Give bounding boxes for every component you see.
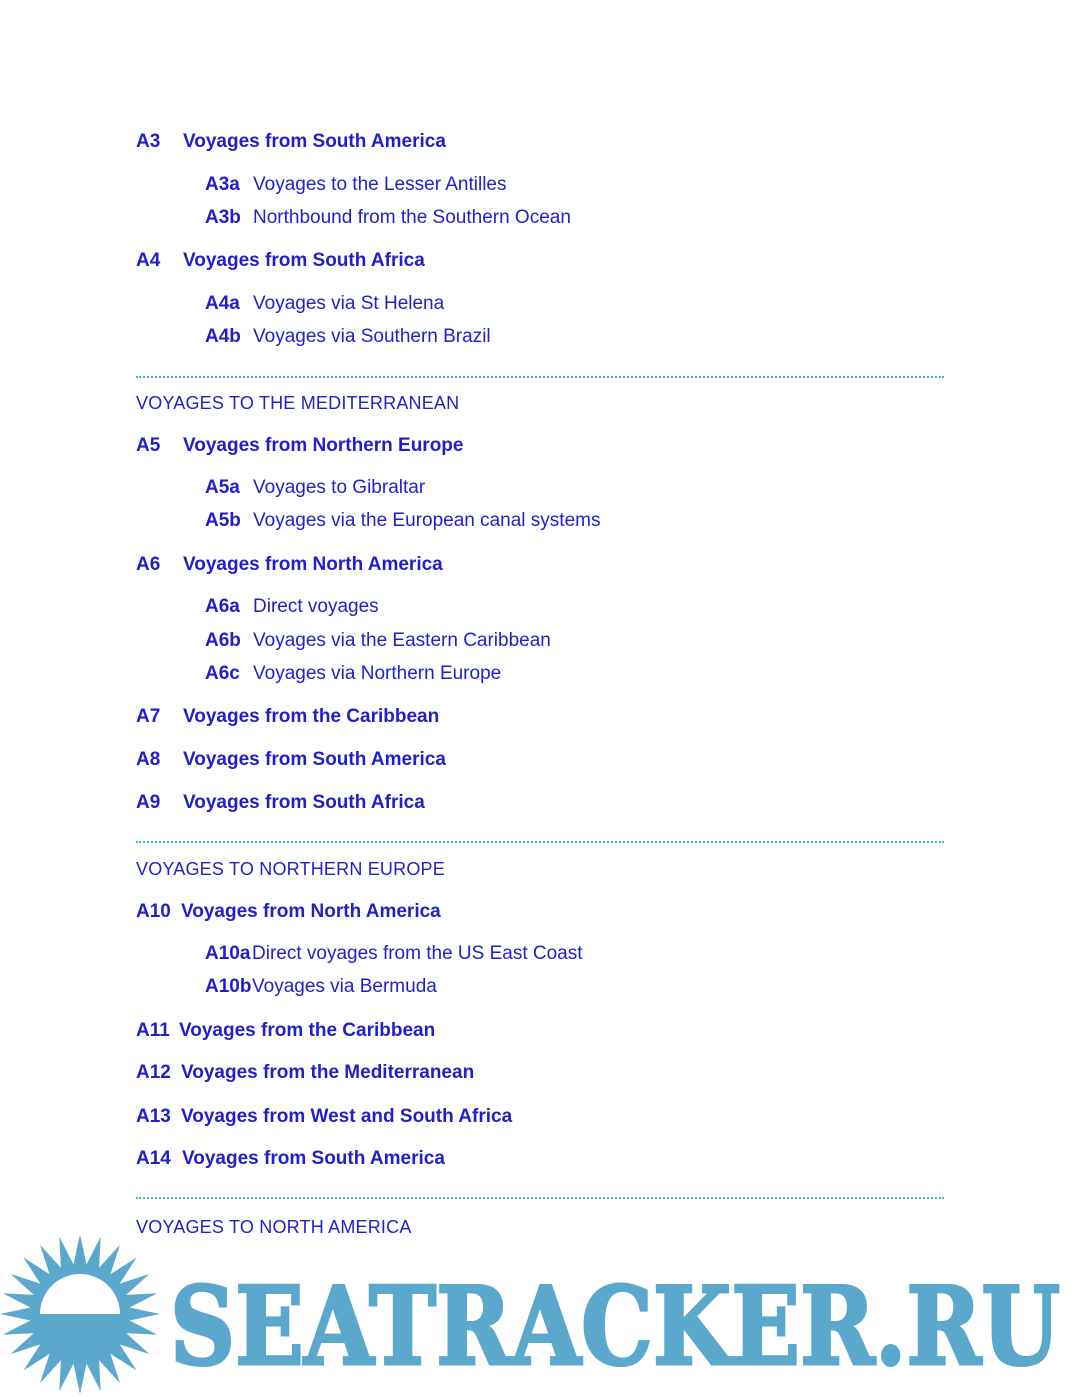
entry-title: Voyages from the Caribbean [183,706,440,727]
entry-title: Voyages from the Caribbean [179,1020,436,1041]
subentry-title: Voyages via the European canal systems [253,510,601,531]
entry-code: A9 [136,792,161,813]
entry-title: Voyages from South America [182,1148,445,1169]
toc-subentry-a5b [205,510,600,532]
section-divider [136,376,944,378]
toc-entry-a12 [136,1062,474,1084]
toc-subentry-a3b [205,207,571,229]
subentry-code: A6c [205,663,240,684]
toc-entry-a8 [136,749,446,771]
entry-title: Voyages from South Africa [183,792,425,813]
entry-code: A8 [136,749,161,770]
subentry-title: Voyages via St Helena [253,293,445,314]
toc-subentry-a10a [205,943,583,965]
watermark-logo [0,1236,1080,1397]
entry-title: Voyages from West and South Africa [181,1106,513,1127]
subentry-code: A3a [205,174,240,195]
section-heading-north-america: VOYAGES TO NORTH AMERICA [136,1217,412,1237]
subentry-code: A5b [205,510,241,531]
section-divider [136,1197,944,1199]
subentry-code: A4a [205,293,240,314]
toc-entry-a11 [136,1020,435,1042]
subentry-title: Direct voyages from the US East Coast [252,943,583,964]
toc-entry-a4 [136,250,425,272]
subentry-title: Northbound from the Southern Ocean [253,207,571,228]
toc-entry-a13 [136,1106,512,1128]
toc-entry-a6 [136,554,443,576]
toc-subentry-a5a [205,477,425,499]
subentry-title: Voyages via Bermuda [252,976,437,997]
toc-subentry-a6a [205,596,379,618]
entry-title: Voyages from South America [183,131,446,152]
subentry-title: Voyages to the Lesser Antilles [253,174,507,195]
section-divider [136,841,944,843]
toc-subentry-a4b [205,326,491,348]
toc-entry-a3 [136,131,446,153]
entry-code: A7 [136,706,161,727]
entry-title: Voyages from South Africa [183,250,425,271]
entry-code: A12 [136,1062,171,1083]
entry-code: A3 [136,131,161,152]
entry-code: A6 [136,554,161,575]
toc-subentry-a4a [205,293,444,315]
entry-code: A4 [136,250,161,271]
subentry-title: Voyages to Gibraltar [253,477,426,498]
subentry-title: Voyages via Southern Brazil [253,326,491,347]
subentry-code: A10b [205,976,252,997]
subentry-code: A4b [205,326,241,347]
entry-code: A13 [136,1106,171,1127]
entry-code: A14 [136,1148,171,1169]
subentry-code: A6b [205,630,241,651]
entry-title: Voyages from the Mediterranean [181,1062,475,1083]
toc-entry-a9 [136,792,425,814]
subentry-title: Direct voyages [253,596,379,617]
entry-title: Voyages from South America [183,749,446,770]
subentry-code: A6a [205,596,240,617]
entry-title: Voyages from Northern Europe [183,435,464,456]
toc-entry-a5 [136,435,463,457]
watermark-text: SEATRACKER.RU [170,1264,1060,1390]
toc-subentry-a10b [205,976,437,998]
entry-title: Voyages from North America [181,901,441,922]
toc-entry-a14 [136,1148,445,1170]
entry-title: Voyages from North America [183,554,443,575]
subentry-code: A10a [205,943,251,964]
toc-subentry-a6b [205,630,551,652]
subentry-title: Voyages via Northern Europe [253,663,502,684]
entry-code: A11 [136,1020,170,1041]
toc-entry-a10 [136,901,441,923]
toc-subentry-a6c [205,663,501,685]
toc-entry-a7 [136,706,439,728]
entry-code: A10 [136,901,171,922]
subentry-title: Voyages via the Eastern Caribbean [253,630,551,651]
section-heading-northern-europe: VOYAGES TO NORTHERN EUROPE [136,859,445,879]
section-heading-mediterranean: VOYAGES TO THE MEDITERRANEAN [136,393,460,413]
entry-code: A5 [136,435,161,456]
sun-icon [0,1236,160,1394]
subentry-code: A3b [205,207,241,228]
toc-subentry-a3a [205,174,507,196]
subentry-code: A5a [205,477,240,498]
